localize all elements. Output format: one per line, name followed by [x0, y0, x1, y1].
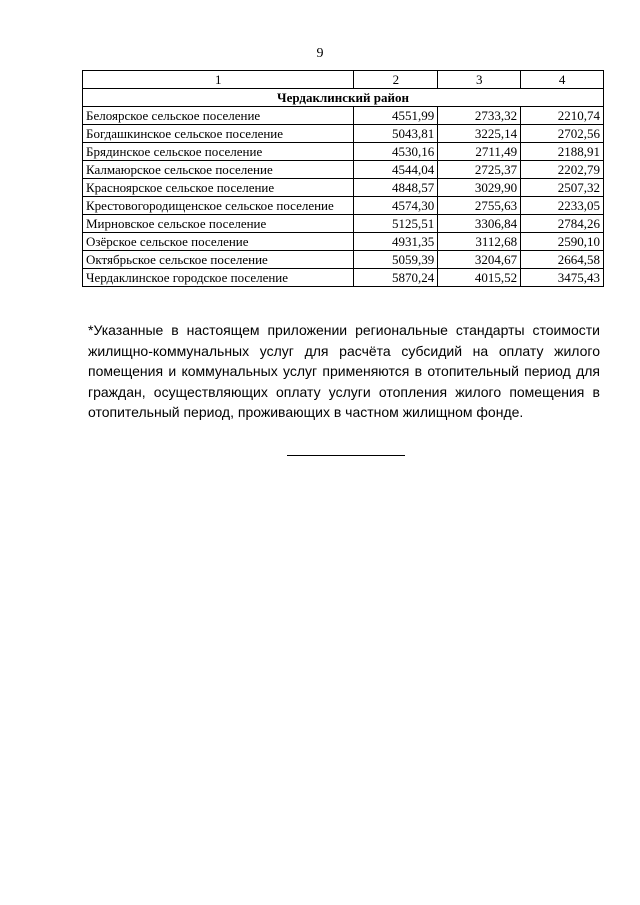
settlement-name: Брядинское сельское поселение [83, 143, 354, 161]
column-header: 3 [438, 71, 521, 89]
table-row [83, 179, 604, 197]
value-col4: 2233,05 [521, 197, 604, 215]
settlement-name: Мирновское сельское поселение [83, 215, 354, 233]
value-col4: 2507,32 [521, 179, 604, 197]
value-col3: 3204,67 [438, 251, 521, 269]
value-col3: 3306,84 [438, 215, 521, 233]
table-row [83, 125, 604, 143]
value-col3: 3112,68 [438, 233, 521, 251]
value-col2: 4848,57 [354, 179, 438, 197]
settlement-name: Озёрское сельское поселение [83, 233, 354, 251]
end-of-document-line [287, 455, 405, 456]
value-col4: 2210,74 [521, 107, 604, 125]
value-col2: 4544,04 [354, 161, 438, 179]
value-col4: 2664,58 [521, 251, 604, 269]
value-col4: 3475,43 [521, 269, 604, 287]
table-row [83, 251, 604, 269]
value-col3: 2711,49 [438, 143, 521, 161]
value-col3: 3225,14 [438, 125, 521, 143]
value-col3: 2733,32 [438, 107, 521, 125]
value-col2: 5059,39 [354, 251, 438, 269]
settlement-name: Крестовогородищенское сельское поселение [83, 197, 354, 215]
value-col4: 2188,91 [521, 143, 604, 161]
value-col4: 2784,26 [521, 215, 604, 233]
value-col2: 4574,30 [354, 197, 438, 215]
settlement-name: Белоярское сельское поселение [83, 107, 354, 125]
table-row [83, 143, 604, 161]
settlement-name: Чердаклинское городское поселение [83, 269, 354, 287]
standards-table [82, 70, 604, 287]
table-row [83, 233, 604, 251]
column-header: 1 [83, 71, 354, 89]
settlement-name: Богдашкинское сельское поселение [83, 125, 354, 143]
settlement-name: Октябрьское сельское поселение [83, 251, 354, 269]
value-col2: 5870,24 [354, 269, 438, 287]
value-col4: 2702,56 [521, 125, 604, 143]
value-col4: 2202,79 [521, 161, 604, 179]
settlement-name: Калмаюрское сельское поселение [83, 161, 354, 179]
column-header: 2 [354, 71, 438, 89]
page-number: 9 [316, 46, 324, 61]
value-col2: 4931,35 [354, 233, 438, 251]
value-col3: 3029,90 [438, 179, 521, 197]
column-number-header-row [83, 71, 604, 89]
column-header: 4 [521, 71, 604, 89]
value-col3: 4015,52 [438, 269, 521, 287]
value-col4: 2590,10 [521, 233, 604, 251]
settlement-name: Красноярское сельское поселение [83, 179, 354, 197]
table-row [83, 215, 604, 233]
value-col3: 2755,63 [438, 197, 521, 215]
table-row [83, 107, 604, 125]
value-col2: 4551,99 [354, 107, 438, 125]
table-row [83, 269, 604, 287]
value-col2: 4530,16 [354, 143, 438, 161]
table-row [83, 197, 604, 215]
district-header-row [83, 89, 604, 107]
value-col3: 2725,37 [438, 161, 521, 179]
footnote-text: *Указанные в настоящем приложении региональные стандарты стоимости жилищно-коммунальных услуг для расчёта субсидий на оплату жилого помещения и коммунальных услуг применяются в отопительный период для граждан, осуществляющих оплату услуги отопления жилого помещения в отопительный период, проживающих в частном жилищном фонде. [88, 322, 600, 420]
district-title: Чердаклинский район [83, 89, 604, 107]
value-col2: 5125,51 [354, 215, 438, 233]
value-col2: 5043,81 [354, 125, 438, 143]
table-row [83, 161, 604, 179]
